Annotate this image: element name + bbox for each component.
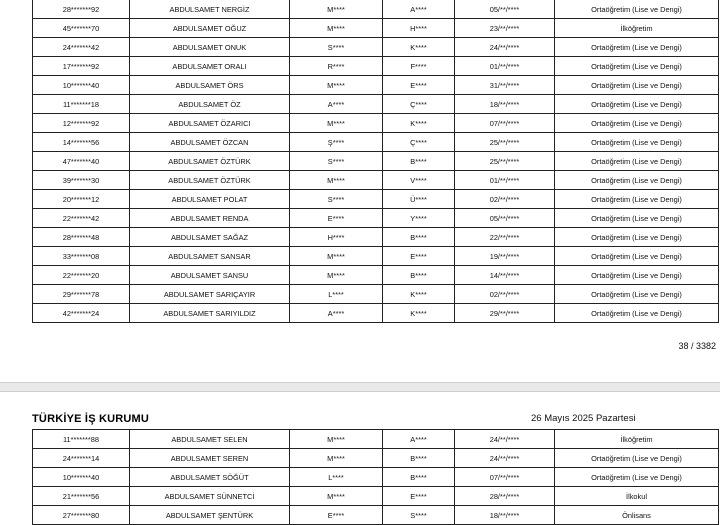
education-cell: Ortaöğretim (Lise ve Dengi) bbox=[555, 304, 719, 323]
education-cell: Önlisans bbox=[555, 506, 719, 525]
birth-date-cell: 24/**/**** bbox=[455, 430, 555, 449]
mother-name-cell: F**** bbox=[383, 57, 455, 76]
birth-date-cell: 28/**/**** bbox=[455, 487, 555, 506]
mother-name-cell: S**** bbox=[383, 506, 455, 525]
table-row bbox=[33, 171, 719, 190]
birth-date-cell: 24/**/**** bbox=[455, 38, 555, 57]
table-row bbox=[33, 19, 719, 38]
tc-number-cell: 20*******12 bbox=[33, 190, 130, 209]
father-name-cell: S**** bbox=[290, 38, 383, 57]
father-name-cell: M**** bbox=[290, 76, 383, 95]
full-name-cell: ABDULSAMET SANSAR bbox=[130, 247, 290, 266]
education-cell: Ortaöğretim (Lise ve Dengi) bbox=[555, 449, 719, 468]
father-name-cell: Ş**** bbox=[290, 133, 383, 152]
full-name-cell: ABDULSAMET SEREN bbox=[130, 449, 290, 468]
mother-name-cell: E**** bbox=[383, 76, 455, 95]
tc-number-cell: 28*******48 bbox=[33, 228, 130, 247]
mother-name-cell: B**** bbox=[383, 152, 455, 171]
education-cell: Ortaöğretim (Lise ve Dengi) bbox=[555, 152, 719, 171]
tc-number-cell: 27*******80 bbox=[33, 506, 130, 525]
tc-number-cell: 42*******24 bbox=[33, 304, 130, 323]
education-cell: Ortaöğretim (Lise ve Dengi) bbox=[555, 285, 719, 304]
education-cell: Ortaöğretim (Lise ve Dengi) bbox=[555, 468, 719, 487]
education-cell: Ortaöğretim (Lise ve Dengi) bbox=[555, 190, 719, 209]
father-name-cell: M**** bbox=[290, 449, 383, 468]
education-cell: Ortaöğretim (Lise ve Dengi) bbox=[555, 76, 719, 95]
father-name-cell: M**** bbox=[290, 171, 383, 190]
tc-number-cell: 28*******92 bbox=[33, 0, 130, 19]
father-name-cell: M**** bbox=[290, 247, 383, 266]
father-name-cell: L**** bbox=[290, 468, 383, 487]
full-name-cell: ABDULSAMET ORALI bbox=[130, 57, 290, 76]
tc-number-cell: 14*******56 bbox=[33, 133, 130, 152]
full-name-cell: ABDULSAMET ÖZARICI bbox=[130, 114, 290, 133]
education-cell: Ortaöğretim (Lise ve Dengi) bbox=[555, 133, 719, 152]
table-row bbox=[33, 430, 719, 449]
birth-date-cell: 31/**/**** bbox=[455, 76, 555, 95]
mother-name-cell: E**** bbox=[383, 247, 455, 266]
table-row bbox=[33, 228, 719, 247]
birth-date-cell: 18/**/**** bbox=[455, 95, 555, 114]
father-name-cell: E**** bbox=[290, 506, 383, 525]
education-cell: Ortaöğretim (Lise ve Dengi) bbox=[555, 95, 719, 114]
table-row bbox=[33, 57, 719, 76]
table-row bbox=[33, 266, 719, 285]
page-separator bbox=[0, 382, 720, 392]
birth-date-cell: 22/**/**** bbox=[455, 228, 555, 247]
mother-name-cell: B**** bbox=[383, 228, 455, 247]
education-cell: Ortaöğretim (Lise ve Dengi) bbox=[555, 171, 719, 190]
father-name-cell: S**** bbox=[290, 190, 383, 209]
birth-date-cell: 07/**/**** bbox=[455, 468, 555, 487]
birth-date-cell: 25/**/**** bbox=[455, 133, 555, 152]
full-name-cell: ABDULSAMET SAĞAZ bbox=[130, 228, 290, 247]
birth-date-cell: 02/**/**** bbox=[455, 190, 555, 209]
full-name-cell: ABDULSAMET ÖZCAN bbox=[130, 133, 290, 152]
table-row bbox=[33, 247, 719, 266]
table-row bbox=[33, 114, 719, 133]
mother-name-cell: B**** bbox=[383, 468, 455, 487]
mother-name-cell: Ü**** bbox=[383, 190, 455, 209]
full-name-cell: ABDULSAMET ÖZTÜRK bbox=[130, 171, 290, 190]
birth-date-cell: 01/**/**** bbox=[455, 57, 555, 76]
father-name-cell: M**** bbox=[290, 114, 383, 133]
mother-name-cell: V**** bbox=[383, 171, 455, 190]
birth-date-cell: 19/**/**** bbox=[455, 247, 555, 266]
education-cell: Ortaöğretim (Lise ve Dengi) bbox=[555, 247, 719, 266]
tc-number-cell: 22*******20 bbox=[33, 266, 130, 285]
education-cell: İlköğretim bbox=[555, 19, 719, 38]
page-number: 38 / 3382 bbox=[678, 341, 716, 351]
education-cell: Ortaöğretim (Lise ve Dengi) bbox=[555, 114, 719, 133]
full-name-cell: ABDULSAMET SARIYILDIZ bbox=[130, 304, 290, 323]
tc-number-cell: 45*******70 bbox=[33, 19, 130, 38]
full-name-cell: ABDULSAMET SÖĞÜT bbox=[130, 468, 290, 487]
table-row bbox=[33, 304, 719, 323]
education-cell: Ortaöğretim (Lise ve Dengi) bbox=[555, 266, 719, 285]
birth-date-cell: 14/**/**** bbox=[455, 266, 555, 285]
document-date: 26 Mayıs 2025 Pazartesi bbox=[531, 413, 636, 424]
tc-number-cell: 11*******18 bbox=[33, 95, 130, 114]
mother-name-cell: Ç**** bbox=[383, 95, 455, 114]
table-row bbox=[33, 95, 719, 114]
applicant-table bbox=[32, 429, 719, 525]
tc-number-cell: 17*******92 bbox=[33, 57, 130, 76]
table-row bbox=[33, 152, 719, 171]
tc-number-cell: 10*******40 bbox=[33, 76, 130, 95]
full-name-cell: ABDULSAMET ÖRS bbox=[130, 76, 290, 95]
full-name-cell: ABDULSAMET OĞUZ bbox=[130, 19, 290, 38]
document-page-39 bbox=[0, 392, 720, 524]
applicant-table bbox=[32, 0, 719, 323]
birth-date-cell: 29/**/**** bbox=[455, 304, 555, 323]
tc-number-cell: 11*******88 bbox=[33, 430, 130, 449]
father-name-cell: E**** bbox=[290, 209, 383, 228]
mother-name-cell: A**** bbox=[383, 430, 455, 449]
tc-number-cell: 33*******08 bbox=[33, 247, 130, 266]
mother-name-cell: K**** bbox=[383, 114, 455, 133]
birth-date-cell: 23/**/**** bbox=[455, 19, 555, 38]
table-row bbox=[33, 76, 719, 95]
full-name-cell: ABDULSAMET SANSU bbox=[130, 266, 290, 285]
tc-number-cell: 24*******42 bbox=[33, 38, 130, 57]
table-row bbox=[33, 38, 719, 57]
education-cell: Ortaöğretim (Lise ve Dengi) bbox=[555, 228, 719, 247]
father-name-cell: M**** bbox=[290, 0, 383, 19]
father-name-cell: M**** bbox=[290, 19, 383, 38]
birth-date-cell: 02/**/**** bbox=[455, 285, 555, 304]
father-name-cell: M**** bbox=[290, 266, 383, 285]
tc-number-cell: 22*******42 bbox=[33, 209, 130, 228]
full-name-cell: ABDULSAMET ÖZ bbox=[130, 95, 290, 114]
tc-number-cell: 21*******56 bbox=[33, 487, 130, 506]
table-row bbox=[33, 133, 719, 152]
mother-name-cell: K**** bbox=[383, 38, 455, 57]
birth-date-cell: 01/**/**** bbox=[455, 171, 555, 190]
full-name-cell: ABDULSAMET RENDA bbox=[130, 209, 290, 228]
father-name-cell: A**** bbox=[290, 95, 383, 114]
table-row bbox=[33, 285, 719, 304]
organization-title: TÜRKİYE İŞ KURUMU bbox=[32, 413, 150, 425]
education-cell: Ortaöğretim (Lise ve Dengi) bbox=[555, 57, 719, 76]
full-name-cell: ABDULSAMET SELEN bbox=[130, 430, 290, 449]
father-name-cell: H**** bbox=[290, 228, 383, 247]
education-cell: Ortaöğretim (Lise ve Dengi) bbox=[555, 0, 719, 19]
father-name-cell: L**** bbox=[290, 285, 383, 304]
birth-date-cell: 05/**/**** bbox=[455, 0, 555, 19]
full-name-cell: ABDULSAMET NERGİZ bbox=[130, 0, 290, 19]
applicant-table-body bbox=[33, 0, 719, 323]
full-name-cell: ABDULSAMET SÜNNETCİ bbox=[130, 487, 290, 506]
table-row bbox=[33, 209, 719, 228]
table-row bbox=[33, 0, 719, 19]
table-row bbox=[33, 190, 719, 209]
tc-number-cell: 29*******78 bbox=[33, 285, 130, 304]
birth-date-cell: 05/**/**** bbox=[455, 209, 555, 228]
table-row bbox=[33, 449, 719, 468]
birth-date-cell: 24/**/**** bbox=[455, 449, 555, 468]
birth-date-cell: 25/**/**** bbox=[455, 152, 555, 171]
full-name-cell: ABDULSAMET ŞENTÜRK bbox=[130, 506, 290, 525]
father-name-cell: M**** bbox=[290, 487, 383, 506]
mother-name-cell: H**** bbox=[383, 19, 455, 38]
education-cell: Ortaöğretim (Lise ve Dengi) bbox=[555, 209, 719, 228]
full-name-cell: ABDULSAMET POLAT bbox=[130, 190, 290, 209]
table-row bbox=[33, 506, 719, 525]
education-cell: İlköğretim bbox=[555, 430, 719, 449]
mother-name-cell: K**** bbox=[383, 304, 455, 323]
mother-name-cell: K**** bbox=[383, 285, 455, 304]
full-name-cell: ABDULSAMET ÖZTÜRK bbox=[130, 152, 290, 171]
father-name-cell: S**** bbox=[290, 152, 383, 171]
father-name-cell: M**** bbox=[290, 430, 383, 449]
mother-name-cell: E**** bbox=[383, 487, 455, 506]
mother-name-cell: A**** bbox=[383, 0, 455, 19]
table-row bbox=[33, 487, 719, 506]
applicant-table-body bbox=[33, 430, 719, 525]
mother-name-cell: Y**** bbox=[383, 209, 455, 228]
birth-date-cell: 07/**/**** bbox=[455, 114, 555, 133]
mother-name-cell: Ç**** bbox=[383, 133, 455, 152]
tc-number-cell: 24*******14 bbox=[33, 449, 130, 468]
tc-number-cell: 10*******40 bbox=[33, 468, 130, 487]
mother-name-cell: B**** bbox=[383, 449, 455, 468]
tc-number-cell: 12*******92 bbox=[33, 114, 130, 133]
education-cell: İlkokul bbox=[555, 487, 719, 506]
mother-name-cell: B**** bbox=[383, 266, 455, 285]
father-name-cell: A**** bbox=[290, 304, 383, 323]
tc-number-cell: 47*******40 bbox=[33, 152, 130, 171]
full-name-cell: ABDULSAMET SARIÇAYIR bbox=[130, 285, 290, 304]
table-row bbox=[33, 468, 719, 487]
education-cell: Ortaöğretim (Lise ve Dengi) bbox=[555, 38, 719, 57]
tc-number-cell: 39*******30 bbox=[33, 171, 130, 190]
father-name-cell: R**** bbox=[290, 57, 383, 76]
birth-date-cell: 18/**/**** bbox=[455, 506, 555, 525]
full-name-cell: ABDULSAMET ONUK bbox=[130, 38, 290, 57]
